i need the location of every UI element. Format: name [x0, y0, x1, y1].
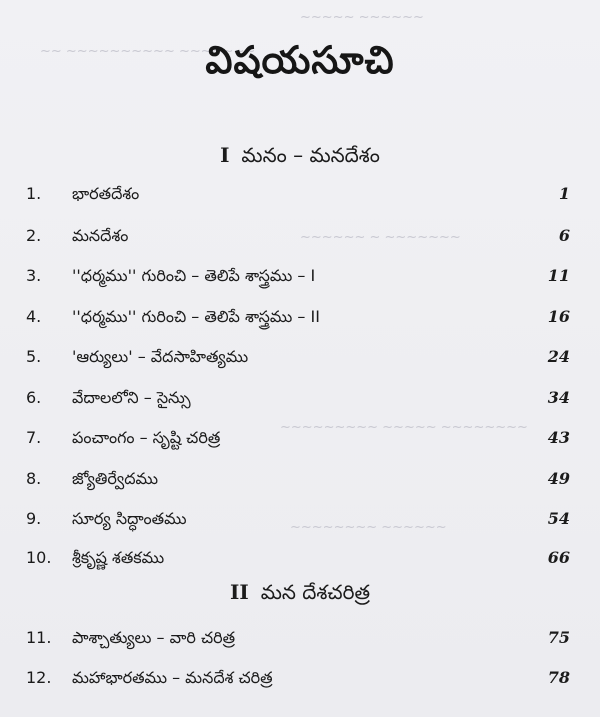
section-numeral: I [220, 143, 230, 167]
toc-entry [26, 548, 570, 572]
entry-title: 'ఆర్యులు' – వేదసాహిత్యము [72, 347, 249, 366]
entry-title: మనదేశం [72, 226, 129, 245]
entry-title: భారతదేశం [72, 184, 140, 203]
entry-index: 6. [26, 388, 42, 407]
entry-title: సూర్య సిద్ధాంతము [72, 509, 187, 528]
entry-index: 1. [26, 184, 42, 203]
entry-title: ''ధర్మము'' గురించి – తెలిపే శాస్త్రము – I [72, 266, 316, 285]
page-title: విషయసూచి [205, 38, 395, 82]
toc-entry [26, 668, 570, 692]
entry-index: 2. [26, 226, 42, 245]
entry-title: పాశ్చాత్యులు – వారి చరిత్ర [72, 628, 236, 647]
entry-page: 34 [547, 388, 570, 407]
entry-page: 43 [547, 428, 570, 447]
bleed-through-decoration: ~~~~~~~~~ ~~~~~ ~~~~~~~~ [280, 420, 528, 435]
entry-page: 54 [547, 509, 570, 528]
bleed-through-decoration: ~~~~~ ~~~~~~ [300, 10, 424, 25]
entry-title: వేదాలలోని – సైన్సు [72, 388, 191, 407]
section-heading-2 [0, 580, 600, 609]
entry-index: 8. [26, 469, 42, 488]
bleed-through-decoration: ~~ ~~~~~~~~~~ ~~~~~~~ [40, 44, 256, 59]
entry-page: 78 [547, 668, 570, 687]
entry-index: 12. [26, 668, 52, 687]
toc-entry [26, 184, 570, 208]
toc-entry [26, 307, 570, 331]
entry-index: 9. [26, 509, 42, 528]
entry-page: 66 [547, 548, 570, 567]
entry-page: 11 [547, 266, 570, 285]
entry-index: 11. [26, 628, 52, 647]
toc-entry [26, 428, 570, 452]
section-label: మనం – మనదేశం [241, 143, 380, 167]
section-label: మన దేశచరిత్ర [260, 580, 371, 604]
toc-entry [26, 226, 570, 250]
section-numeral: II [229, 580, 249, 604]
section-heading-1 [0, 143, 600, 172]
bleed-through-decoration: ~~~~~~ ~ ~~~~~~~ [300, 230, 461, 245]
entry-page: 6 [558, 226, 570, 245]
toc-entry [26, 509, 570, 533]
toc-entry [26, 628, 570, 652]
entry-index: 7. [26, 428, 42, 447]
entry-page: 24 [547, 347, 570, 366]
entry-index: 10. [26, 548, 52, 567]
entry-title: జ్యోతిర్వేదము [72, 469, 159, 488]
toc-entry [26, 266, 570, 290]
entry-index: 5. [26, 347, 42, 366]
entry-page: 1 [558, 184, 570, 203]
entry-page: 49 [547, 469, 570, 488]
bleed-through-decoration: ~~~~~~~~ ~~~~~~ [290, 520, 447, 535]
toc-entry [26, 388, 570, 412]
entry-title: శ్రీకృష్ణ శతకము [72, 548, 165, 567]
entry-index: 4. [26, 307, 42, 326]
entry-index: 3. [26, 266, 42, 285]
toc-entry [26, 347, 570, 371]
entry-page: 75 [547, 628, 570, 647]
entry-page: 16 [547, 307, 570, 326]
entry-title: పంచాంగం – సృష్టి చరిత్ర [72, 428, 221, 447]
entry-title: ''ధర్మము'' గురించి – తెలిపే శాస్త్రము – II [72, 307, 320, 326]
entry-title: మహాభారతము – మనదేశ చరిత్ర [72, 668, 273, 687]
toc-entry [26, 469, 570, 493]
